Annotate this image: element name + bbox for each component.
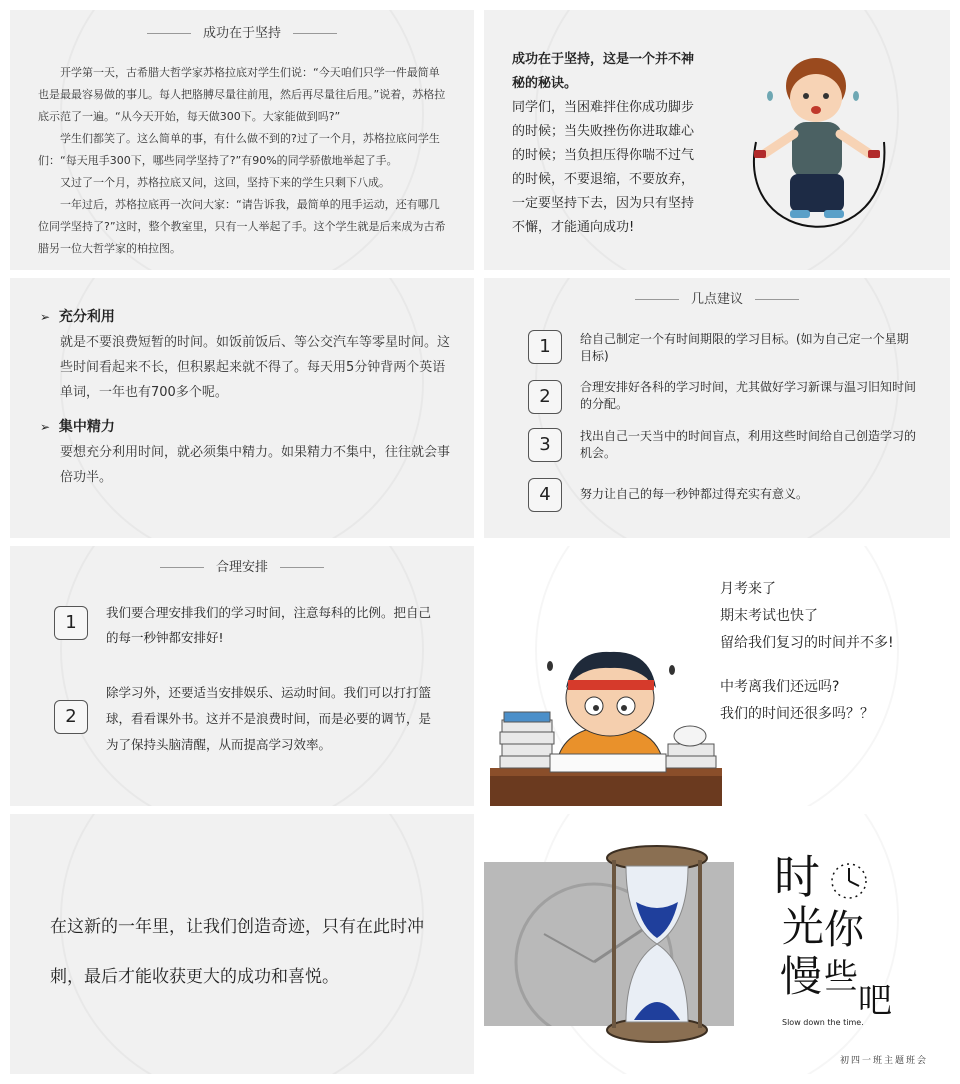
calligraphy-char: 光 [782,902,825,951]
number-badge: 4 [528,478,562,512]
arrangement-text: 除学习外，还要适当安排娱乐、运动时间。我们可以打打篮球，看看课外书。这并不是浪费时间，而是必要的调节，是为了保持头脑清醒，从而提高学习效率。 [106,685,432,752]
poem-line: 中考离我们还远吗? [720,679,840,695]
slide-suggestions [484,278,950,538]
lead-body: 同学们，当困难拌住你成功脚步的时候；当失败挫伤你进取雄心的时候；当负担压得你喘不过气的时候，不要退缩，不要放弃，一定要坚持下去，因为只有坚持不懈，才能通向成功! [512,100,695,235]
hourglass-icon [602,844,712,1044]
bullet-body: 要想充分利用时间，就必须集中精力。如果精力不集中，往往就会事倍功半。 [60,445,451,485]
story-text [38,62,450,260]
suggestion-text: 找出自己一天当中的时间盲点，利用这些时间给自己创造学习的机会。 [580,429,917,460]
studying-student-illustration [490,636,722,806]
lead-bold: 成功在于坚持，这是一个并不神秘的秘诀。 [512,52,695,91]
slide-title: 合理安排 [10,556,474,575]
title-rule-left [147,33,191,34]
number-badge: 1 [528,330,562,364]
arrow-bullet-icon: ➢ [40,310,51,324]
arrow-bullet-icon: ➢ [40,420,51,434]
story-paragraph: 又过了一个月，苏格拉底又问，这回，坚持下来的学生只剩下八成。 [60,176,390,189]
story-paragraph: 一年过后，苏格拉底再一次问大家：“请告诉我，最简单的甩手运动，还有哪几位同学坚持了?”这时，整个教室里，只有一人举起了手。这个学生就是后来成为古希腊另一位大哲学家的柏拉图。 [38,198,446,255]
slide-persistence-secret [484,10,950,270]
bullet-body: 就是不要浪费短暂的时间。如饭前饭后、等公交汽车等零星时间。这些时间看起来不长，但积累起来就不得了。每天用5分钟背两个英语单词，一年也有700多个呢。 [60,335,451,400]
story-paragraph: 开学第一天，古希腊大哲学家苏格拉底对学生们说：“今天咱们只学一件最简单也是最最容易做的事儿。每人把胳膊尽量往前甩，然后再尽量往后甩。”说着，苏格拉底示范了一遍。“从今天开始，每天做300下。大家能做到吗?” [38,66,446,123]
footer-text: 初四一班主题班会 [839,1056,928,1066]
poem-line: 期末考试也快了 [720,608,818,624]
slide-exam-coming [484,546,950,806]
lead-text [512,48,702,240]
slide-success-persistence [10,10,474,270]
calligraphy-char: 你 [824,907,864,953]
suggestion-text: 给自己制定一个有时间期限的学习目标。(如为自己定一个星期目标) [580,332,909,363]
calligraphy-char: 慢 [780,952,823,1001]
suggestion-text: 努力让自己的每一秒钟都过得充实有意义。 [580,487,809,501]
calligraphy-char: 吧 [858,981,892,1021]
small-clock-icon [828,860,870,902]
calligraphy-char: 些 [824,957,858,997]
poem-text [720,576,894,728]
slide-time-usage [10,278,474,538]
number-badge: 2 [528,380,562,414]
title-rule-left [635,299,679,300]
poem-line: 月考来了 [720,581,776,597]
number-badge: 2 [54,700,88,734]
title-rule-right [755,299,799,300]
title-rule-right [280,567,324,568]
slide-title: 成功在于坚持 [10,22,474,41]
number-badge: 3 [528,428,562,462]
slide-slow-down-time [484,814,950,1074]
slide-reasonable-arrangement [10,546,474,806]
slide-title: 几点建议 [484,288,950,307]
english-subtitle: Slow down the time. [782,1018,864,1027]
closing-message: 在这新的一年里，让我们创造奇迹，只有在此时冲刺，最后才能收获更大的成功和喜悦。 [50,917,424,987]
calligraphy-char: 时 [774,850,820,904]
bullet-heading: ➢ 集中精力 [40,419,115,435]
poem-line: 留给我们复习的时间并不多! [720,635,894,651]
number-badge: 1 [54,606,88,640]
title-rule-left [160,567,204,568]
arrangement-text: 我们要合理安排我们的学习时间，注意每科的比例。把自己的每一秒钟都安排好! [106,605,432,645]
jump-rope-boy-illustration [734,50,914,260]
slide-new-year-message [10,814,474,1074]
bullet-heading: ➢ 充分利用 [40,309,115,325]
story-paragraph: 学生们都笑了。这么简单的事，有什么做不到的?过了一个月，苏格拉底问学生们：“每天甩手300下，哪些同学坚持了?”有90%的同学骄傲地举起了手。 [38,132,440,167]
suggestion-text: 合理安排好各科的学习时间，尤其做好学习新课与温习旧知时间的分配。 [580,380,917,411]
title-rule-right [293,33,337,34]
poem-line: 我们的时间还很多吗？？ [720,706,874,722]
